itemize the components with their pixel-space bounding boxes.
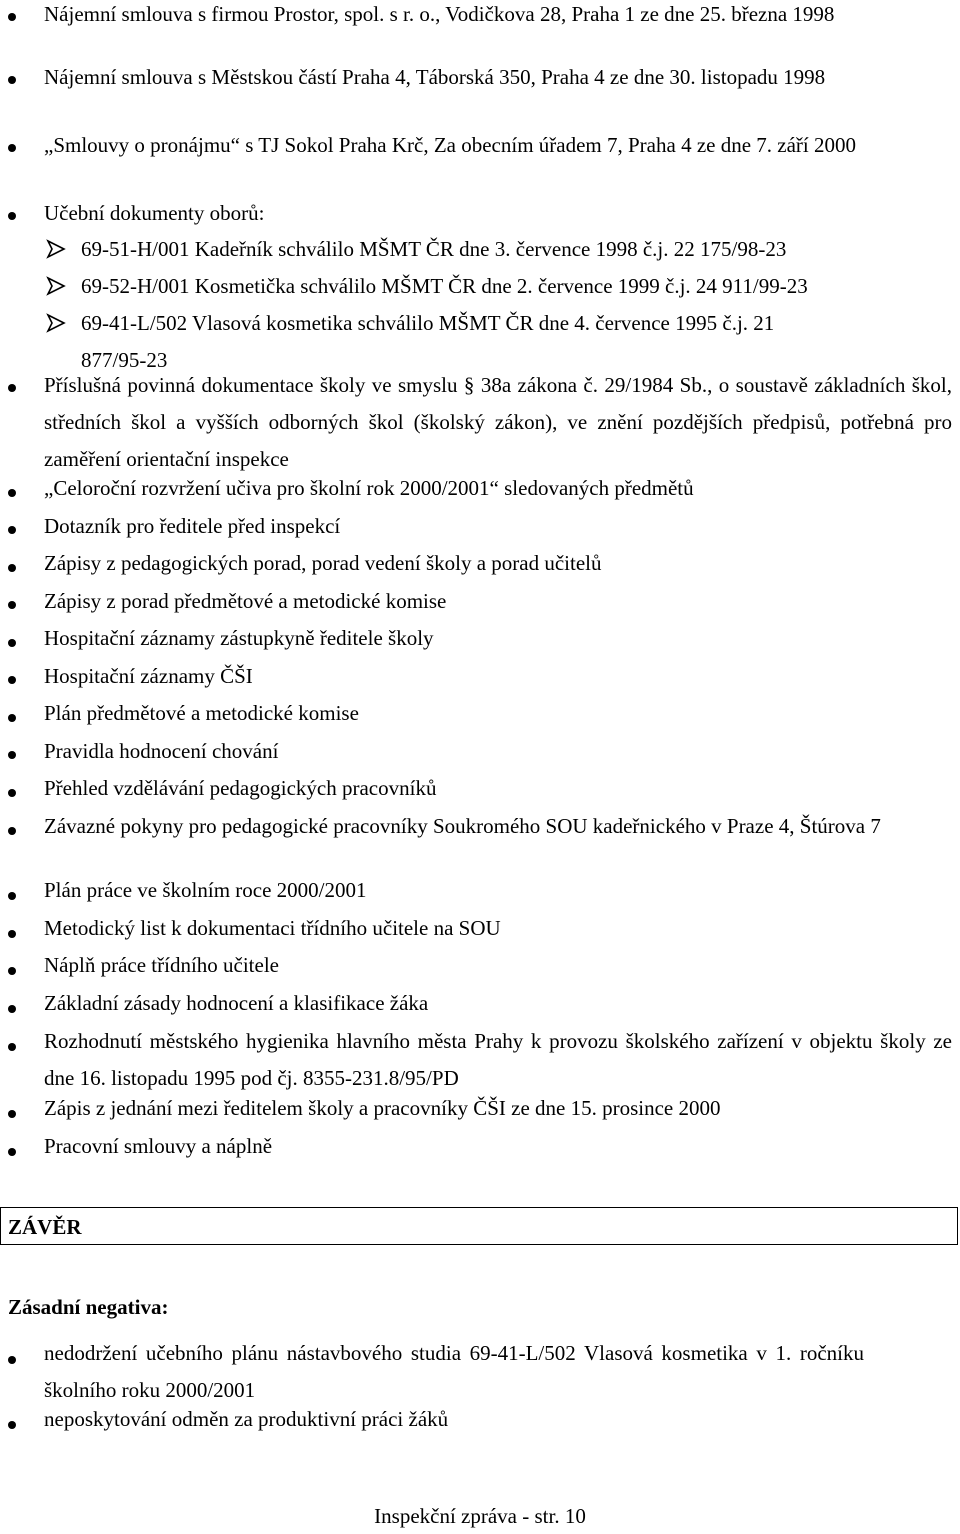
bullet-icon [8, 1005, 16, 1013]
bullet-icon [8, 76, 16, 84]
negative-item: neposkytování odměn za produktivní práci žáků [44, 1407, 449, 1431]
list-item: Metodický list k dokumentaci třídního učitele na SOU [44, 916, 501, 940]
bullet-icon [8, 676, 16, 684]
list-item: Zápisy z porad předmětové a metodické komise [44, 589, 447, 613]
list-item: Náplň práce třídního učitele [44, 953, 279, 977]
list-item: Pravidla hodnocení chování [44, 739, 279, 763]
bullet-icon [8, 601, 16, 609]
list-item: Závazné pokyny pro pedagogické pracovníky Soukromého SOU kadeřnického v Praze 4, Štúrova 7 [44, 814, 881, 838]
bullet-icon [8, 789, 16, 797]
bullet-icon [8, 751, 16, 759]
list-item: Plán předmětové a metodické komise [44, 701, 359, 725]
list-item: Pracovní smlouvy a náplně [44, 1134, 273, 1158]
conclusion-heading-box [0, 1207, 958, 1245]
list-item: Nájemní smlouva s firmou Prostor, spol. s r. o., Vodičkova 28, Praha 1 ze dne 25. března 1998 [44, 2, 835, 26]
list-item: Příslušná povinná dokumentace školy ve smyslu § 38a zákona č. 29/1984 Sb., o soustavě základních škol, středních škol a vyšších odborných škol (školský zákon), ve znění pozdějších předpisů, potřebná pro zaměření orientační inspekce [44, 373, 952, 471]
bullet-icon [8, 212, 16, 220]
page-footer: Inspekční zpráva - str. 10 [374, 1504, 586, 1528]
bullet-icon [8, 714, 16, 722]
list-item: Hospitační záznamy ČŠI [44, 664, 253, 688]
list-item: Dotazník pro ředitele před inspekcí [44, 514, 341, 538]
bullet-icon [8, 930, 16, 938]
list-item: „Celoroční rozvržení učiva pro školní rok 2000/2001“ sledovaných předmětů [44, 476, 694, 500]
sub-list-item: 69-52-H/001 Kosmetička schválilo MŠMT ČR dne 2. července 1999 č.j. 24 911/99-23 [81, 274, 808, 298]
conclusion-heading: ZÁVĚR [8, 1215, 82, 1239]
bullet-icon [8, 144, 16, 152]
bullet-icon [8, 892, 16, 900]
sub-list-item: 69-41-L/502 Vlasová kosmetika schválilo MŠMT ČR dne 4. července 1995 č.j. 21 877/95-23 [81, 311, 775, 372]
bullet-icon [8, 526, 16, 534]
bullet-icon [8, 967, 16, 975]
bullet-icon [8, 639, 16, 647]
list-item: Plán práce ve školním roce 2000/2001 [44, 878, 367, 902]
list-item: Základní zásady hodnocení a klasifikace žáka [44, 991, 429, 1015]
bullet-icon [8, 1356, 16, 1364]
negative-item: nedodržení učebního plánu nástavbového studia 69-41-L/502 Vlasová kosmetika v 1. ročníku školního roku 2000/2001 [44, 1341, 864, 1402]
arrow-bullet-icon [45, 275, 67, 297]
bullet-icon [8, 1043, 16, 1051]
bullet-icon [8, 384, 16, 392]
list-item: Hospitační záznamy zástupkyně ředitele školy [44, 626, 434, 650]
list-item: Nájemní smlouva s Městskou částí Praha 4, Táborská 350, Praha 4 ze dne 30. listopadu 1998 [44, 65, 826, 89]
list-item: „Smlouvy o pronájmu“ s TJ Sokol Praha Krč, Za obecním úřadem 7, Praha 4 ze dne 7. září 2000 [44, 133, 856, 157]
bullet-icon [8, 1421, 16, 1429]
arrow-bullet-icon [45, 238, 67, 260]
list-item: Učební dokumenty oborů: [44, 201, 265, 225]
list-item: Zápisy z pedagogických porad, porad vedení školy a porad učitelů [44, 551, 602, 575]
sub-list-item: 69-51-H/001 Kadeřník schválilo MŠMT ČR dne 3. července 1998 č.j. 22 175/98-23 [81, 237, 787, 261]
bullet-icon [8, 489, 16, 497]
list-item: Přehled vzdělávání pedagogických pracovníků [44, 776, 437, 800]
negatives-heading: Zásadní negativa: [8, 1295, 169, 1319]
arrow-bullet-icon [45, 312, 67, 334]
bullet-icon [8, 827, 16, 835]
bullet-icon [8, 564, 16, 572]
bullet-icon [8, 1148, 16, 1156]
list-item: Zápis z jednání mezi ředitelem školy a pracovníky ČŠI ze dne 15. prosince 2000 [44, 1096, 721, 1120]
list-item: Rozhodnutí městského hygienika hlavního města Prahy k provozu školského zařízení v objektu školy ze dne 16. listopadu 1995 pod čj. 8355-231.8/95/PD [44, 1029, 952, 1090]
bullet-icon [8, 1110, 16, 1118]
bullet-icon [8, 13, 16, 21]
